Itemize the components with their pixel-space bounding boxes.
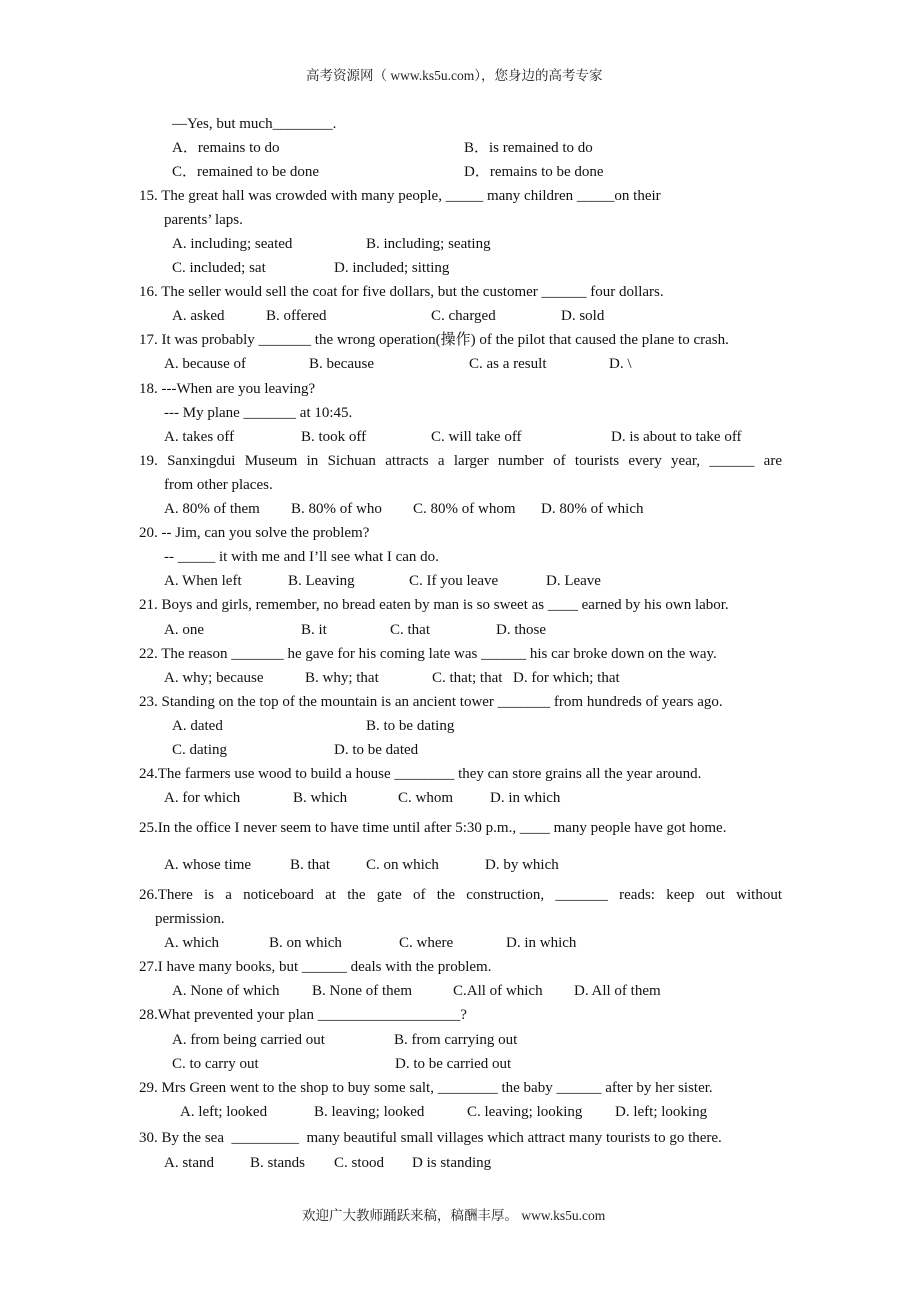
option-c: C. on which (366, 857, 439, 873)
option-c: C. where (399, 935, 454, 951)
question-stem-cont: --- My plane _______ at 10:45. (164, 405, 353, 421)
option-c: C．remained to be done (172, 164, 320, 180)
option-c: C. dating (172, 742, 227, 758)
option-d: D. to be dated (334, 742, 419, 758)
question-stem: 19. Sanxingdui Museum in Sichuan attracts a larger number of tourists every year, ______ are (139, 453, 782, 469)
option-a: A．remains to do (172, 140, 280, 156)
option-a: A. takes off (164, 429, 235, 445)
question-stem: 17. It was probably _______ the wrong operation(操作) of the pilot that caused the plane to crash. (139, 332, 729, 348)
option-b: B. which (293, 790, 348, 806)
option-c: C. that (390, 622, 430, 638)
option-a: A. whose time (164, 857, 252, 873)
option-d: D. to be carried out (395, 1056, 512, 1072)
option-c: C. 80% of whom (413, 501, 516, 517)
question-stem: 18. ---When are you leaving? (139, 381, 316, 397)
option-b: B. including; seating (366, 236, 491, 252)
question-stem-cont: parents’ laps. (164, 212, 243, 228)
option-d: D. in which (506, 935, 577, 951)
option-b: B．is remained to do (464, 140, 593, 156)
option-c: C. included; sat (172, 260, 266, 276)
option-a: A. left; looked (180, 1104, 268, 1120)
option-a: A. including; seated (172, 236, 293, 252)
option-d: D. in which (490, 790, 561, 806)
option-c: C.All of which (453, 983, 543, 999)
option-d: D. sold (561, 308, 605, 324)
option-d: D. Leave (546, 573, 601, 589)
option-b: B. why; that (305, 670, 379, 686)
option-d: D. those (496, 622, 546, 638)
option-b: B. None of them (312, 983, 412, 999)
question-stem: 21. Boys and girls, remember, no bread eaten by man is so sweet as ____ earned by his own labor. (139, 597, 729, 613)
option-b: B. took off (301, 429, 367, 445)
question-stem-cont: permission. (155, 911, 225, 927)
option-c: C. stood (334, 1155, 385, 1171)
question-stem: 24.The farmers use wood to build a house ________ they can store grains all the year around. (139, 766, 702, 782)
question-stem: 30. By the sea _________ many beautiful small villages which attract many tourists to go there. (139, 1130, 722, 1146)
question-stem-cont: from other places. (164, 477, 273, 493)
option-a: A. because of (164, 356, 247, 372)
question-text: —Yes, but much________. (172, 116, 337, 132)
option-b: B. it (301, 622, 327, 638)
question-stem: 20. -- Jim, can you solve the problem? (139, 525, 370, 541)
option-a: A. why; because (164, 670, 264, 686)
option-d: D．remains to be done (464, 164, 604, 180)
option-b: B. offered (266, 308, 327, 324)
option-c: C. as a result (469, 356, 547, 372)
option-c: C. will take off (431, 429, 522, 445)
option-a: A. 80% of them (164, 501, 260, 517)
option-c: C. charged (431, 308, 496, 324)
option-b: B. from carrying out (394, 1032, 518, 1048)
option-d: D. included; sitting (334, 260, 450, 276)
question-stem: 15. The great hall was crowded with many people, _____ many children _____on their (139, 188, 661, 204)
option-b: B. 80% of who (291, 501, 382, 517)
option-d: D. All of them (574, 983, 661, 999)
option-d: D is standing (412, 1155, 492, 1171)
option-a: A. dated (172, 718, 223, 734)
question-stem: 27.I have many books, but ______ deals with the problem. (139, 959, 492, 975)
option-b: B. stands (250, 1155, 306, 1171)
option-b: B. leaving; looked (314, 1104, 425, 1120)
option-d: D. left; looking (615, 1104, 708, 1120)
question-stem: 26.There is a noticeboard at the gate of the construction, _______ reads: keep out without (139, 887, 782, 903)
option-c: C. that; that (432, 670, 503, 686)
option-d: D. 80% of which (541, 501, 644, 517)
option-c: C. whom (398, 790, 454, 806)
option-a: A. When left (164, 573, 242, 589)
option-a: A. None of which (172, 983, 280, 999)
question-stem: 28.What prevented your plan ___________________? (139, 1007, 467, 1023)
option-a: A. asked (172, 308, 225, 324)
option-d: D. for which; that (513, 670, 620, 686)
option-b: B. on which (269, 935, 342, 951)
option-a: A. one (164, 622, 204, 638)
question-stem-cont: -- _____ it with me and I’ll see what I can do. (164, 549, 439, 565)
option-d: D. by which (485, 857, 559, 873)
option-d: D. is about to take off (611, 429, 742, 445)
question-stem: 25.In the office I never seem to have time until after 5:30 p.m., ____ many people have got home. (139, 820, 727, 836)
option-a: A. from being carried out (172, 1032, 325, 1048)
option-a: A. which (164, 935, 219, 951)
option-b: B. to be dating (366, 718, 455, 734)
question-stem: 16. The seller would sell the coat for five dollars, but the customer ______ four dollars. (139, 284, 664, 300)
option-a: A. for which (164, 790, 241, 806)
page-footer: 欢迎广大教师踊跃来稿，稿酬丰厚。 www.ks5u.com (302, 1208, 606, 1223)
option-c: C. leaving; looking (467, 1104, 583, 1120)
option-d: D. \ (609, 356, 632, 372)
question-stem: 29. Mrs Green went to the shop to buy some salt, ________ the baby ______ after by her sister. (139, 1080, 713, 1096)
option-c: C. to carry out (172, 1056, 259, 1072)
question-stem: 22. The reason _______ he gave for his coming late was ______ his car broke down on the way. (139, 646, 717, 662)
option-b: B. because (309, 356, 374, 372)
page-header: 高考资源网（ www.ks5u.com），您身边的高考专家 (306, 68, 603, 83)
option-a: A. stand (164, 1155, 214, 1171)
question-stem: 23. Standing on the top of the mountain is an ancient tower _______ from hundreds of years ago. (139, 694, 723, 710)
option-c: C. If you leave (409, 573, 499, 589)
option-b: B. Leaving (288, 573, 355, 589)
option-b: B. that (290, 857, 330, 873)
